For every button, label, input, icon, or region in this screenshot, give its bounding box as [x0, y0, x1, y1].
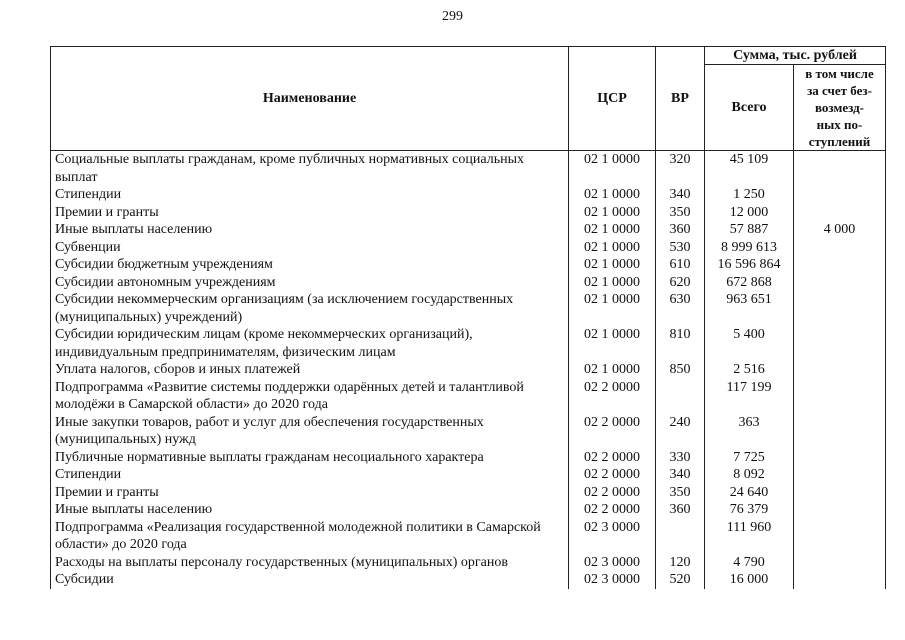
cell-vr: 610: [656, 256, 705, 274]
cell-vr: 340: [656, 466, 705, 484]
cell-total: 45 109: [705, 151, 794, 187]
cell-free-receipts: [794, 291, 886, 326]
cell-vr: 520: [656, 571, 705, 589]
cell-name: Уплата налогов, сборов и иных платежей: [51, 361, 569, 379]
cell-csr: 02 3 0000: [569, 571, 656, 589]
cell-csr: 02 1 0000: [569, 291, 656, 326]
table-row: [51, 519, 886, 554]
cell-free-receipts: [794, 379, 886, 414]
table-row: [51, 554, 886, 572]
cell-name: Иные закупки товаров, работ и услуг для обеспечения государственных (муниципальных) нужд: [51, 414, 569, 449]
cell-name: Стипендии: [51, 186, 569, 204]
table-row: [51, 501, 886, 519]
table-row: [51, 326, 886, 361]
cell-total: 672 868: [705, 274, 794, 292]
cell-free-receipts: 4 000: [794, 221, 886, 239]
table-row: [51, 571, 886, 589]
cell-csr: 02 2 0000: [569, 466, 656, 484]
cell-total: 16 596 864: [705, 256, 794, 274]
cell-vr: 620: [656, 274, 705, 292]
cell-total: 8 092: [705, 466, 794, 484]
cell-total: 16 000: [705, 571, 794, 589]
cell-total: 117 199: [705, 379, 794, 414]
cell-total: 12 000: [705, 204, 794, 222]
column-header-free-receipts: [794, 65, 886, 151]
table-row: [51, 221, 886, 239]
cell-csr: 02 1 0000: [569, 256, 656, 274]
cell-vr: [656, 379, 705, 414]
cell-vr: 120: [656, 554, 705, 572]
table-row: [51, 379, 886, 414]
cell-csr: 02 3 0000: [569, 519, 656, 554]
cell-total: 111 960: [705, 519, 794, 554]
free-header-line: ных по-: [816, 117, 863, 132]
cell-total: 5 400: [705, 326, 794, 361]
cell-vr: 360: [656, 221, 705, 239]
free-header-line: возмезд-: [815, 100, 864, 115]
cell-csr: 02 1 0000: [569, 239, 656, 257]
cell-free-receipts: [794, 414, 886, 449]
cell-name: Иные выплаты населению: [51, 221, 569, 239]
column-header-vr: ВР: [656, 47, 705, 151]
cell-free-receipts: [794, 501, 886, 519]
cell-name: Подпрограмма «Реализация государственной молодежной политики в Самарской области» до 2020 года: [51, 519, 569, 554]
table-row: [51, 414, 886, 449]
cell-total: 8 999 613: [705, 239, 794, 257]
cell-free-receipts: [794, 449, 886, 467]
cell-total: 7 725: [705, 449, 794, 467]
cell-csr: 02 1 0000: [569, 186, 656, 204]
cell-total: 76 379: [705, 501, 794, 519]
cell-name: Субсидии юридическим лицам (кроме некоммерческих организаций), индивидуальным предпринимателям, физическим лицам: [51, 326, 569, 361]
column-header-sum-group: Сумма, тыс. рублей: [705, 47, 886, 65]
table-row: [51, 256, 886, 274]
cell-csr: 02 3 0000: [569, 554, 656, 572]
cell-vr: 350: [656, 204, 705, 222]
cell-free-receipts: [794, 484, 886, 502]
cell-csr: 02 1 0000: [569, 151, 656, 187]
table-row: [51, 239, 886, 257]
cell-total: 2 516: [705, 361, 794, 379]
cell-csr: 02 1 0000: [569, 326, 656, 361]
cell-vr: 850: [656, 361, 705, 379]
cell-name: Иные выплаты населению: [51, 501, 569, 519]
cell-vr: 330: [656, 449, 705, 467]
page-number: 299: [442, 9, 463, 24]
cell-vr: 350: [656, 484, 705, 502]
cell-free-receipts: [794, 519, 886, 554]
table-row: [51, 151, 886, 187]
cell-total: 4 790: [705, 554, 794, 572]
cell-csr: 02 2 0000: [569, 484, 656, 502]
cell-name: Премии и гранты: [51, 484, 569, 502]
free-header-line: ступлений: [808, 134, 871, 149]
cell-csr: 02 2 0000: [569, 379, 656, 414]
cell-free-receipts: [794, 326, 886, 361]
cell-free-receipts: [794, 256, 886, 274]
cell-name: Подпрограмма «Развитие системы поддержки одарённых детей и талантливой молодёжи в Самарской области» до 2020 года: [51, 379, 569, 414]
cell-name: Стипендии: [51, 466, 569, 484]
cell-csr: 02 1 0000: [569, 221, 656, 239]
cell-total: 963 651: [705, 291, 794, 326]
cell-total: 1 250: [705, 186, 794, 204]
cell-vr: [656, 519, 705, 554]
cell-name: Субсидии некоммерческим организациям (за исключением государственных (муниципальных) учреждений): [51, 291, 569, 326]
cell-free-receipts: [794, 554, 886, 572]
cell-csr: 02 1 0000: [569, 361, 656, 379]
table-header: [51, 47, 886, 151]
table-row: [51, 291, 886, 326]
cell-vr: 340: [656, 186, 705, 204]
cell-total: 24 640: [705, 484, 794, 502]
cell-free-receipts: [794, 204, 886, 222]
cell-free-receipts: [794, 151, 886, 187]
table-row: [51, 466, 886, 484]
cell-free-receipts: [794, 361, 886, 379]
budget-table: [50, 46, 886, 589]
cell-csr: 02 2 0000: [569, 414, 656, 449]
cell-total: 363: [705, 414, 794, 449]
table-row: [51, 274, 886, 292]
cell-free-receipts: [794, 186, 886, 204]
cell-free-receipts: [794, 274, 886, 292]
column-header-total: Всего: [705, 65, 794, 151]
free-header-line: в том числе: [805, 66, 874, 81]
table-row: [51, 361, 886, 379]
table-row: [51, 484, 886, 502]
cell-vr: 240: [656, 414, 705, 449]
table-body: [51, 151, 886, 589]
cell-csr: 02 1 0000: [569, 274, 656, 292]
column-header-csr: ЦСР: [569, 47, 656, 151]
cell-csr: 02 2 0000: [569, 501, 656, 519]
table-row: [51, 186, 886, 204]
cell-vr: 360: [656, 501, 705, 519]
cell-vr: 810: [656, 326, 705, 361]
cell-name: Социальные выплаты гражданам, кроме публичных нормативных социальных выплат: [51, 151, 569, 187]
cell-name: Субсидии автономным учреждениям: [51, 274, 569, 292]
cell-name: Субвенции: [51, 239, 569, 257]
cell-csr: 02 1 0000: [569, 204, 656, 222]
cell-vr: 630: [656, 291, 705, 326]
cell-name: Премии и гранты: [51, 204, 569, 222]
cell-free-receipts: [794, 571, 886, 589]
cell-free-receipts: [794, 466, 886, 484]
cell-vr: 320: [656, 151, 705, 187]
cell-total: 57 887: [705, 221, 794, 239]
cell-free-receipts: [794, 239, 886, 257]
cell-name: Субсидии бюджетным учреждениям: [51, 256, 569, 274]
cell-name: Расходы на выплаты персоналу государственных (муниципальных) органов: [51, 554, 569, 572]
cell-csr: 02 2 0000: [569, 449, 656, 467]
cell-vr: 530: [656, 239, 705, 257]
table-row: [51, 449, 886, 467]
cell-name: Публичные нормативные выплаты гражданам несоциального характера: [51, 449, 569, 467]
column-header-name: Наименование: [51, 47, 569, 151]
free-header-line: за счет без-: [807, 83, 872, 98]
cell-name: Субсидии: [51, 571, 569, 589]
table-row: [51, 204, 886, 222]
